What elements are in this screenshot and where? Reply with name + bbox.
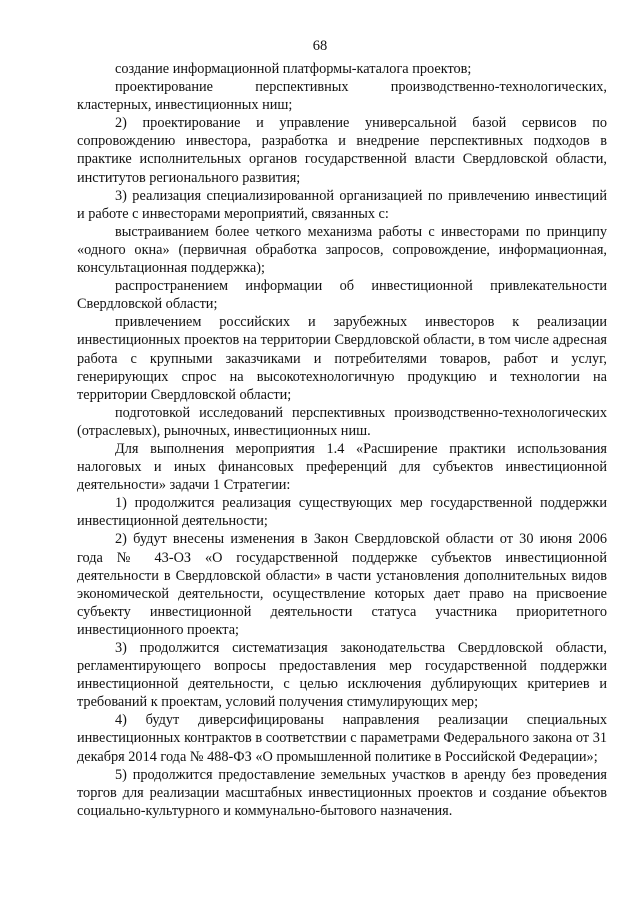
paragraph-one-window: выстраиванием более четкого механизма работы с инвесторами по принципу «одного окна» (первичная обработка запросов, сопровождение, информационная, консультационная поддержка); xyxy=(77,223,607,277)
page-number: 68 xyxy=(312,38,328,54)
paragraph-item-3-organization: 3) реализация специализированной организацией по привлечению инвестиций и работе с инвесторами мероприятий, связанных с: xyxy=(77,187,607,222)
paragraph-platform-catalog: создание информационной платформы-каталога проектов; xyxy=(115,61,472,77)
paragraph-point-3: 3) продолжится систематизация законодательства Свердловской области, регламентирующего вопросы предоставления мер государственной поддержки инвестиционной деятельности, с целью исключения дублирующих критериев и требований к проектам, условий получения стимулирующих мер; xyxy=(77,640,607,711)
paragraph-investor-attraction: привлечением российских и зарубежных инвесторов к реализации инвестиционных проектов на территории Свердловской области, в том числе адресная работа с крупными заказчиками и потребителями товаров, работ и услуг, генерирующих спрос на высокотехнологичную продукцию и технологии на территории Свердловской области; xyxy=(77,314,607,403)
document-body xyxy=(77,60,607,820)
paragraph-point-5: 5) продолжится предоставление земельных участков в аренду без проведения торгов для реализации масштабных инвестиционных проектов и создание объектов социально-культурного и коммунально-бытового назначения. xyxy=(77,766,607,819)
paragraph-point-1: 1) продолжится реализация существующих мер государственной поддержки инвестиционной деятельности; xyxy=(77,495,607,530)
paragraph-item-2-services: 2) проектирование и управление универсальной базой сервисов по сопровождению инвестора, разработка и внедрение перспективных подходов в практике исполнительных органов государственной власти Свердловской области, институтов регионального развития; xyxy=(77,115,607,186)
paragraph-niche-design: проектирование перспективных производственно-технологических, кластерных, инвестиционных ниш; xyxy=(77,79,607,114)
paragraph-measure-1-4: Для выполнения мероприятия 1.4 «Расширение практики использования налоговых и иных финансовых преференций для субъектов инвестиционной деятельности» задачи 1 Стратегии: xyxy=(77,440,607,494)
paragraph-information-spread: распространением информации об инвестиционной привлекательности Свердловской области; xyxy=(77,278,607,313)
paragraph-point-4: 4) будут диверсифицированы направления реализации специальных инвестиционных контрактов в соответствии с параметрами Федерального закона от 31 декабря 2014 года № 488-ФЗ «О промышленной политике в Российской Федерации»; xyxy=(77,712,607,765)
paragraph-research: подготовкой исследований перспективных производственно-технологических (отраслевых), рыночных, инвестиционных ниш. xyxy=(77,404,607,439)
paragraph-point-2: 2) будут внесены изменения в Закон Свердловской области от 30 июня 2006 года № 43-ОЗ «О государственной поддержке субъектов инвестиционной деятельности в Свердловской области» в части установления дополнительных видов экономической деятельности, осуществление которых дает право на присвоение субъекту инвестиционной деятельности статуса участника приоритетного инвестиционного проекта; xyxy=(77,531,607,638)
